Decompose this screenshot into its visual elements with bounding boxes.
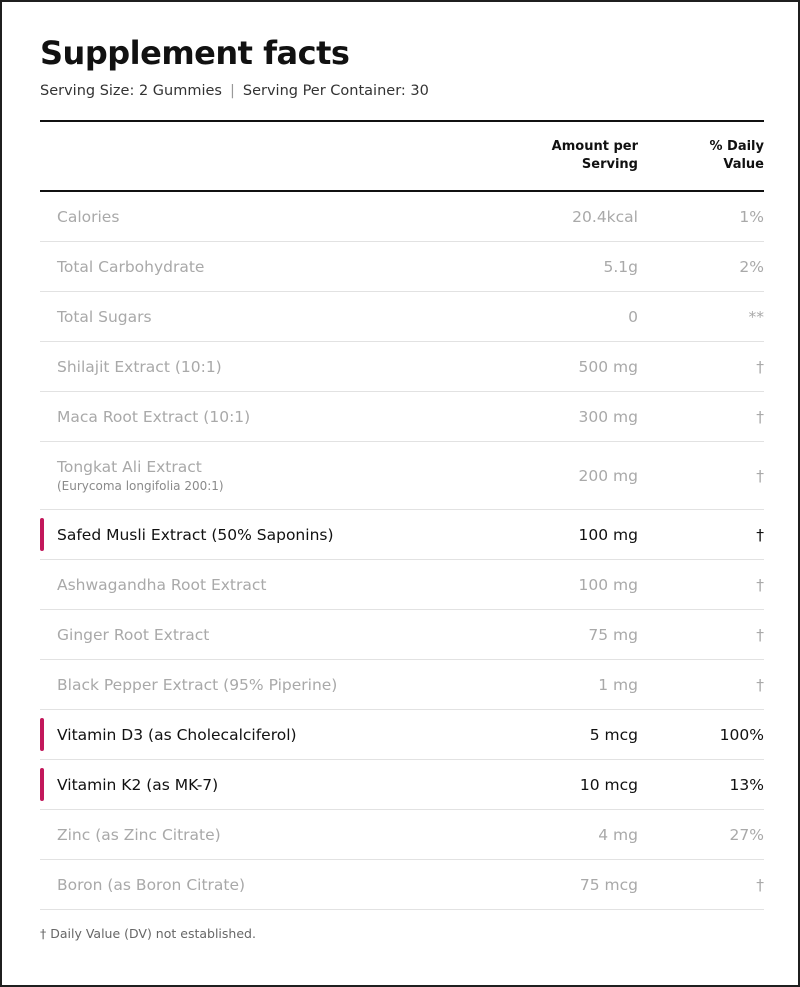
serving-info (40, 80, 764, 102)
nutrient-name: Ginger Root Extract (57, 625, 210, 644)
serving-size: Serving Size: 2 Gummies (40, 83, 222, 99)
daily-value: † (756, 675, 764, 694)
table-row (40, 510, 764, 560)
servings-per-container: Serving Per Container: 30 (242, 83, 429, 99)
panel-content (40, 32, 764, 941)
daily-value: 2% (739, 257, 764, 276)
amount-per-serving: 500 mg (578, 357, 638, 376)
table-header (40, 122, 764, 192)
nutrient-name-cell (40, 208, 438, 226)
nutrient-name-cell (40, 408, 438, 426)
serving-separator: | (229, 83, 235, 99)
daily-value: † (756, 875, 764, 894)
header-dv-line1: % Daily (709, 139, 764, 154)
daily-value: † (756, 407, 764, 426)
nutrient-name: Boron (as Boron Citrate) (57, 875, 246, 894)
nutrient-name: Vitamin K2 (as MK-7) (57, 775, 219, 794)
daily-value: † (756, 625, 764, 644)
nutrient-name: Calories (57, 207, 120, 226)
daily-value: † (756, 357, 764, 376)
daily-value: † (756, 466, 764, 485)
table-row (40, 810, 764, 860)
nutrient-name: Ashwagandha Root Extract (57, 575, 267, 594)
nutrient-subtitle: (Eurycoma longifolia 200:1) (57, 479, 224, 493)
nutrient-name-cell (40, 626, 438, 644)
nutrient-name: Total Sugars (57, 307, 152, 326)
daily-value: 27% (729, 825, 764, 844)
daily-value: ** (748, 307, 764, 326)
header-amount-line2: Serving (581, 157, 638, 172)
highlight-bar (40, 768, 44, 801)
table-row (40, 710, 764, 760)
nutrient-name: Total Carbohydrate (57, 257, 205, 276)
header-amount (438, 138, 638, 174)
nutrient-name-cell (40, 526, 438, 544)
daily-value: 1% (739, 207, 764, 226)
nutrient-name-cell (40, 308, 438, 326)
table-row (40, 610, 764, 660)
table-row (40, 860, 764, 910)
amount-per-serving: 100 mg (578, 575, 638, 594)
amount-per-serving: 200 mg (578, 466, 638, 485)
nutrient-name-cell (40, 258, 438, 276)
daily-value: † (756, 525, 764, 544)
highlight-bar (40, 518, 44, 551)
nutrient-name: Vitamin D3 (as Cholecalciferol) (57, 725, 297, 744)
nutrient-name: Maca Root Extract (10:1) (57, 407, 251, 426)
daily-value: † (756, 575, 764, 594)
amount-per-serving: 4 mg (598, 825, 638, 844)
nutrient-name-cell (40, 876, 438, 894)
table-row (40, 292, 764, 342)
daily-value: 100% (719, 725, 764, 744)
table-row (40, 760, 764, 810)
nutrient-name-cell (40, 458, 438, 493)
nutrient-name-cell (40, 576, 438, 594)
table-row (40, 560, 764, 610)
nutrient-name-cell (40, 726, 438, 744)
header-dv-line2: Value (723, 157, 764, 172)
table-row (40, 660, 764, 710)
amount-per-serving: 5 mcg (589, 725, 638, 744)
highlight-bar (40, 718, 44, 751)
amount-per-serving: 75 mg (588, 625, 638, 644)
amount-per-serving: 10 mcg (579, 775, 638, 794)
amount-per-serving: 1 mg (598, 675, 638, 694)
amount-per-serving: 300 mg (578, 407, 638, 426)
amount-per-serving: 20.4kcal (572, 207, 638, 226)
daily-value: 13% (729, 775, 764, 794)
nutrient-name: Safed Musli Extract (50% Saponins) (57, 525, 334, 544)
header-daily-value (638, 138, 764, 174)
amount-per-serving: 75 mcg (579, 875, 638, 894)
amount-per-serving: 5.1g (603, 257, 638, 276)
footnote: † Daily Value (DV) not established. (40, 926, 256, 941)
amount-per-serving: 0 (628, 307, 638, 326)
nutrient-name: Zinc (as Zinc Citrate) (57, 825, 221, 844)
page-title: Supplement facts (40, 34, 350, 72)
nutrient-name-cell (40, 826, 438, 844)
nutrient-name: Black Pepper Extract (95% Piperine) (57, 675, 338, 694)
nutrient-name: Shilajit Extract (10:1) (57, 357, 222, 376)
nutrient-name-cell (40, 358, 438, 376)
nutrient-name-cell (40, 776, 438, 794)
amount-per-serving: 100 mg (578, 525, 638, 544)
nutrient-name: Tongkat Ali Extract (57, 458, 202, 476)
nutrient-name-cell (40, 676, 438, 694)
table-row (40, 192, 764, 242)
table-row (40, 242, 764, 292)
header-amount-line1: Amount per (551, 139, 638, 154)
nutrient-table-body (40, 192, 764, 910)
table-row (40, 342, 764, 392)
table-row (40, 442, 764, 510)
table-row (40, 392, 764, 442)
